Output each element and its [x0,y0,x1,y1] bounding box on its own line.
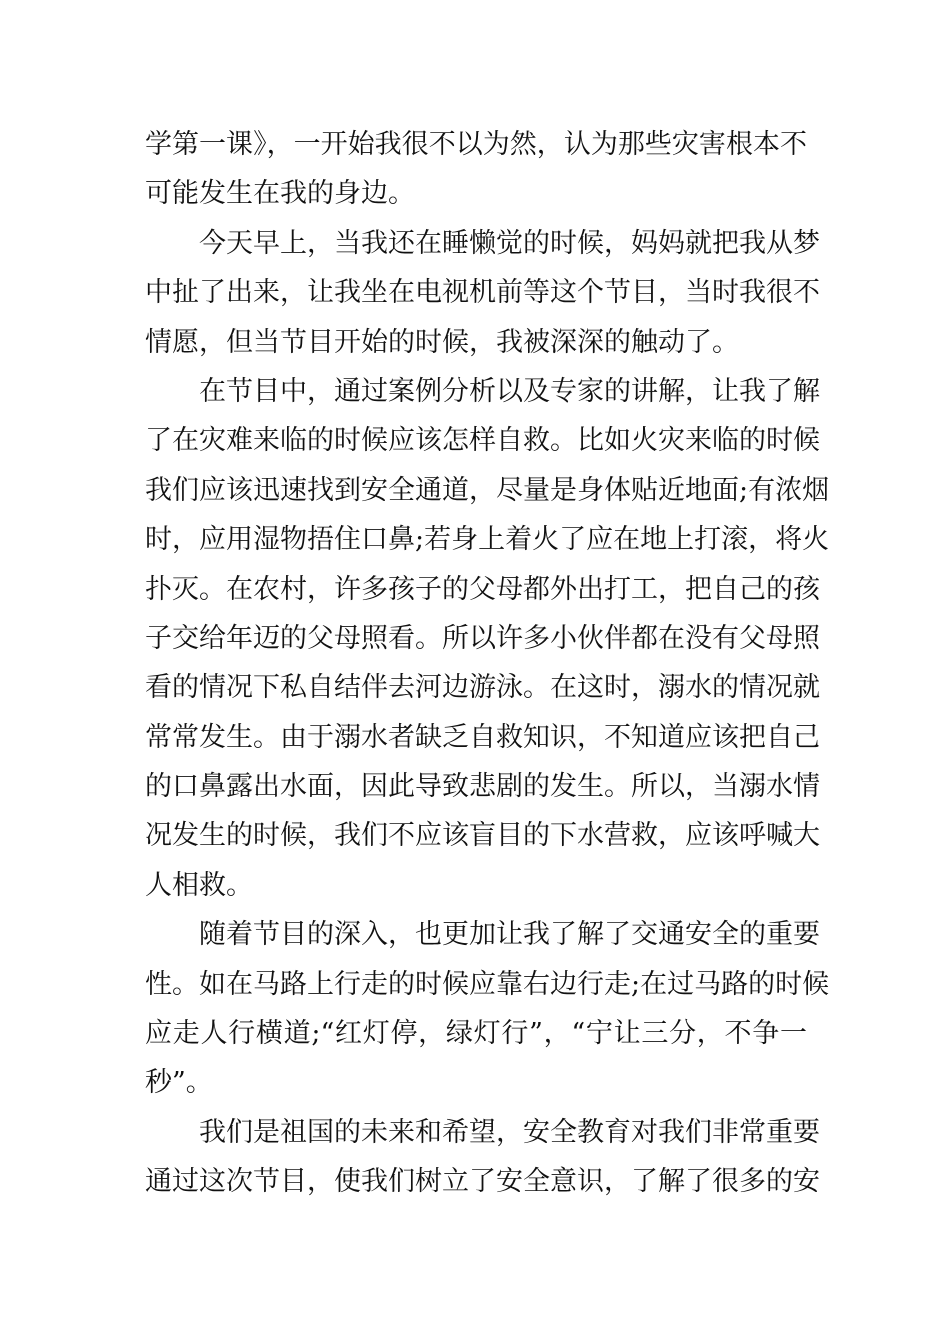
text-line: 学第一课》，一开始我很不以为然，认为那些灾害根本不 [145,129,807,160]
text-line: 了在灾难来临的时候应该怎样自救。比如火灾来临的时候 [145,425,820,457]
paragraph [145,367,830,910]
document-page [145,120,830,1207]
text-line: 看的情况下私自结伴去河边游泳。在这时，溺水的情况就 [145,672,820,704]
text-line: 情愿，但当节目开始的时候，我被深深的触动了。 [145,326,739,358]
text-line: 况发生的时候，我们不应该盲目的下水营救，应该呼喊大 [145,820,820,852]
text-line: 扑灭。在农村，许多孩子的父母都外出打工，把自己的孩 [145,573,820,605]
text-line: 我们应该迅速找到安全通道，尽量是身体贴近地面;有浓烟 [145,474,830,506]
text-line: 时，应用湿物捂住口鼻;若身上着火了应在地上打滚，将火 [145,524,830,556]
text-line: 人相救。 [145,869,253,901]
paragraph [145,219,820,367]
text-line: 随着节目的深入，也更加让我了解了交通安全的重要 [199,919,820,951]
text-line: 通过这次节目，使我们树立了安全意识，了解了很多的安 [145,1166,820,1198]
text-line: 中扯了出来，让我坐在电视机前等这个节目，当时我很不 [145,277,820,309]
text-line: 应走人行横道;“红灯停，绿灯行”，“宁让三分，不争一 [145,1018,807,1050]
paragraph [145,910,830,1108]
text-line: 今天早上，当我还在睡懒觉的时候，妈妈就把我从梦 [199,227,820,259]
text-line: 常常发生。由于溺水者缺乏自救知识，不知道应该把自己 [145,721,820,753]
text-line: 秒”。 [145,1067,213,1099]
text-line: 性。如在马路上行走的时候应靠右边行走;在过马路的时候 [145,968,830,1000]
text-line: 可能发生在我的身边。 [145,178,415,210]
paragraph [145,1108,820,1207]
paragraph [145,120,807,219]
text-line: 子交给年迈的父母照看。所以许多小伙伴都在没有父母照 [145,622,820,654]
text-line: 我们是祖国的未来和希望，安全教育对我们非常重要 [199,1116,820,1148]
text-line: 在节目中，通过案例分析以及专家的讲解，让我了解 [199,375,820,407]
text-line: 的口鼻露出水面，因此导致悲剧的发生。所以，当溺水情 [145,771,820,803]
